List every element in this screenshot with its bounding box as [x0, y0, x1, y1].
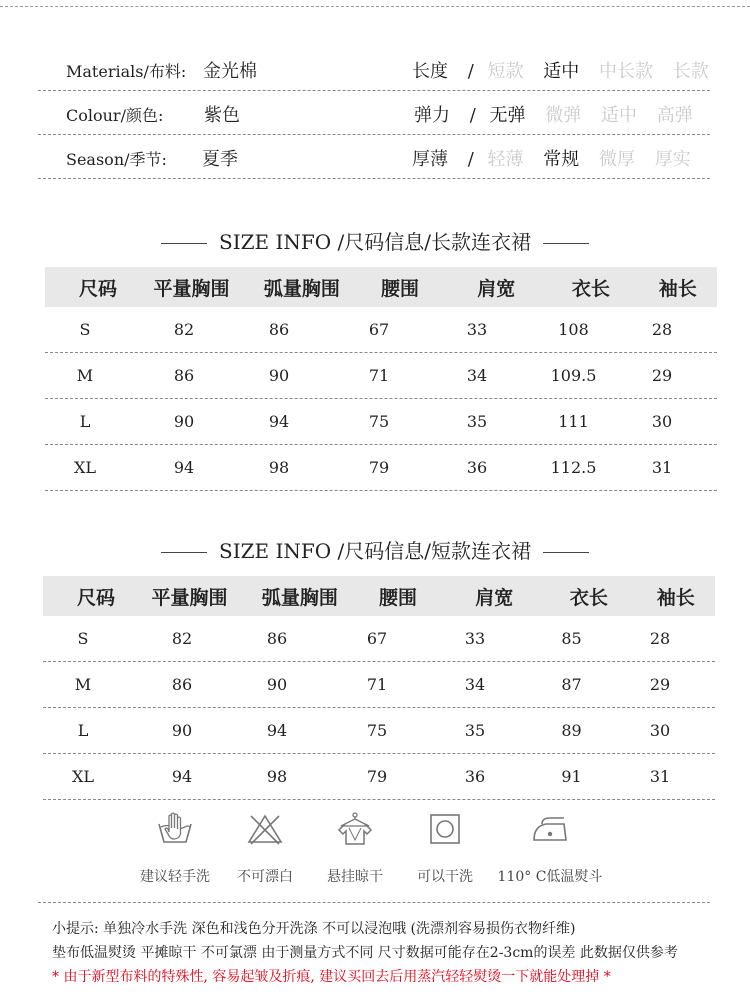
care-divider: [38, 902, 710, 903]
length-option-short: 短款: [487, 61, 524, 82]
care-item-dry-clean: [400, 812, 490, 886]
cell-sleeve: 29: [651, 366, 673, 385]
care-label-hand-wash: 建议轻手洗: [140, 869, 210, 885]
cell-curved-chest: 86: [268, 320, 290, 339]
long-table-title: [0, 226, 750, 255]
material-value: 金光棉: [203, 61, 257, 82]
long-size-table: [45, 267, 717, 491]
no-bleach-icon: [245, 812, 285, 846]
table-row: [45, 307, 717, 353]
title-rule-left: [161, 243, 207, 244]
table-row: [43, 708, 715, 754]
tip-line-2: 垫布低温熨烫 平摊晾干 不可氯漂 由于测量方式不同 尺寸数据可能存在2-3cm的误差 此数据仅供参考: [52, 945, 678, 961]
cell-curved-chest: 86: [266, 629, 288, 648]
cell-curved-chest: 94: [266, 721, 288, 740]
cell-sleeve: 30: [651, 412, 673, 431]
colour-label: Colour/颜色:: [66, 106, 164, 125]
header-size: 尺码: [78, 277, 117, 300]
tip-line-3-warning: * 由于新型布料的特殊性, 容易起皱及折痕, 建议买回去后用蒸汽轻轻熨烫一下就能处理掉 *: [52, 969, 611, 985]
table-row: [45, 445, 717, 491]
cell-size: S: [77, 629, 89, 648]
cell-flat-chest: 86: [171, 675, 193, 694]
header-sleeve: 袖长: [658, 277, 697, 300]
attr-row-colour: [38, 90, 710, 135]
title-rule-right: [543, 243, 589, 244]
cell-length: 89: [561, 721, 582, 740]
header-sleeve: 袖长: [656, 586, 695, 609]
length-option-medium: 适中: [543, 61, 580, 82]
hang-dry-icon: [335, 812, 375, 846]
length-option-mid-long: 中长款: [599, 61, 653, 82]
table-row: [43, 754, 715, 800]
thickness-option-thick: 厚实: [654, 149, 691, 170]
header-waist: 腰围: [379, 586, 418, 609]
elasticity-option-slight: 微弹: [545, 105, 582, 126]
care-tips: [52, 917, 742, 989]
header-shoulder: 肩宽: [475, 586, 514, 609]
header-waist: 腰围: [381, 277, 420, 300]
cell-length: 112.5: [550, 458, 597, 477]
attr-row-season: [38, 134, 710, 179]
care-label-dry-clean: 可以干洗: [417, 869, 473, 885]
thickness-scale-label: 厚薄: [412, 149, 448, 170]
elasticity-scale-label: 弹力: [414, 105, 450, 126]
table-row: [43, 616, 715, 662]
table-row: [45, 399, 717, 445]
short-table-rows: [43, 616, 715, 800]
cell-waist: 67: [368, 320, 390, 339]
table-row: [45, 353, 717, 399]
care-label-hang-dry: 悬挂晾干: [327, 869, 383, 885]
short-size-table: [43, 576, 715, 800]
long-table-title-text: SIZE INFO /尺码信息/长款连衣裙: [219, 230, 531, 254]
header-flat-chest: 平量胸围: [151, 586, 228, 609]
header-curved-chest: 弧量胸围: [263, 277, 340, 300]
cell-shoulder: 36: [466, 458, 488, 477]
thickness-option-thin: 轻薄: [487, 149, 524, 170]
header-length: 衣长: [569, 586, 608, 609]
attr-row-material: [38, 46, 710, 91]
cell-waist: 71: [366, 675, 388, 694]
table-row: [43, 662, 715, 708]
cell-size: XL: [71, 767, 94, 786]
cell-length: 111: [558, 412, 589, 431]
cell-flat-chest: 90: [173, 412, 195, 431]
care-item-hand-wash: [130, 812, 220, 886]
table-header: [43, 576, 715, 616]
cell-size: M: [74, 675, 92, 694]
care-item-hang-dry: [310, 812, 400, 886]
cell-flat-chest: 94: [171, 767, 193, 786]
elasticity-scale: 弹力 / 无弹 微弹 适中 高弹: [414, 105, 693, 126]
cell-size: L: [77, 721, 89, 740]
cell-flat-chest: 82: [171, 629, 193, 648]
title-rule-left: [161, 552, 207, 553]
cell-length: 87: [561, 675, 582, 694]
cell-size: L: [79, 412, 91, 431]
length-scale-label: 长度: [412, 61, 448, 82]
thickness-option-regular: 常规: [543, 149, 580, 170]
care-label-iron: 110° C低温熨斗: [497, 869, 603, 885]
cell-size: S: [79, 320, 91, 339]
cell-curved-chest: 90: [266, 675, 288, 694]
season-value: 夏季: [202, 149, 238, 170]
care-label-no-bleach: 不可漂白: [237, 869, 293, 885]
length-scale: 长度 / 短款 适中 中长款 长款: [412, 61, 709, 82]
colour-value: 紫色: [204, 105, 240, 126]
cell-shoulder: 33: [466, 320, 488, 339]
tip-line-1: 小提示: 单独冷水手洗 深色和浅色分开洗涤 不可以浸泡哦 (洗漂剂容易损伤衣物纤维): [52, 921, 576, 937]
short-table-title: [0, 535, 750, 564]
length-option-long: 长款: [672, 61, 709, 82]
thickness-option-slightly-thick: 微厚: [599, 149, 635, 170]
cell-shoulder: 36: [464, 767, 486, 786]
care-item-iron: [495, 812, 605, 886]
cell-sleeve: 31: [649, 767, 671, 786]
cell-shoulder: 34: [466, 366, 488, 385]
long-table-rows: [45, 307, 717, 491]
cell-waist: 67: [366, 629, 388, 648]
header-curved-chest: 弧量胸围: [261, 586, 338, 609]
cell-sleeve: 28: [651, 320, 673, 339]
elasticity-option-high: 高弹: [656, 105, 693, 126]
cell-flat-chest: 94: [173, 458, 195, 477]
cell-curved-chest: 94: [268, 412, 290, 431]
cell-length: 91: [561, 767, 582, 786]
short-table-title-text: SIZE INFO /尺码信息/短款连衣裙: [219, 539, 531, 563]
cell-curved-chest: 98: [268, 458, 290, 477]
cell-sleeve: 28: [649, 629, 671, 648]
elasticity-option-medium: 适中: [601, 105, 637, 126]
material-label: Materials/布料:: [66, 62, 187, 81]
cell-waist: 71: [368, 366, 390, 385]
cell-flat-chest: 90: [171, 721, 193, 740]
hand-wash-icon: [155, 812, 195, 846]
cell-flat-chest: 86: [173, 366, 195, 385]
cell-sleeve: 29: [649, 675, 671, 694]
care-instructions: [130, 812, 650, 885]
header-shoulder: 肩宽: [477, 277, 516, 300]
care-item-no-bleach: [220, 812, 310, 886]
header-size: 尺码: [76, 586, 115, 609]
cell-waist: 75: [368, 412, 390, 431]
elasticity-option-none: 无弹: [489, 105, 526, 126]
cell-length: 109.5: [550, 366, 597, 385]
cell-shoulder: 33: [464, 629, 486, 648]
season-label: Season/季节:: [66, 150, 167, 169]
cell-sleeve: 30: [649, 721, 671, 740]
cell-waist: 79: [366, 767, 388, 786]
cell-waist: 75: [366, 721, 388, 740]
header-length: 衣长: [571, 277, 610, 300]
title-rule-right: [543, 552, 589, 553]
cell-shoulder: 35: [466, 412, 488, 431]
cell-length: 108: [558, 320, 589, 339]
cell-waist: 79: [368, 458, 390, 477]
cell-shoulder: 35: [464, 721, 486, 740]
cell-flat-chest: 82: [173, 320, 195, 339]
dry-clean-icon: [425, 812, 465, 846]
cell-sleeve: 31: [651, 458, 673, 477]
iron-icon: [528, 812, 572, 846]
cell-curved-chest: 98: [266, 767, 288, 786]
cell-size: XL: [73, 458, 96, 477]
table-header: [45, 267, 717, 307]
top-divider: [0, 6, 750, 7]
cell-length: 85: [561, 629, 582, 648]
cell-curved-chest: 90: [268, 366, 290, 385]
thickness-scale: 厚薄 / 轻薄 常规 微厚 厚实: [412, 149, 691, 170]
header-flat-chest: 平量胸围: [153, 277, 230, 300]
cell-shoulder: 34: [464, 675, 486, 694]
cell-size: M: [76, 366, 94, 385]
